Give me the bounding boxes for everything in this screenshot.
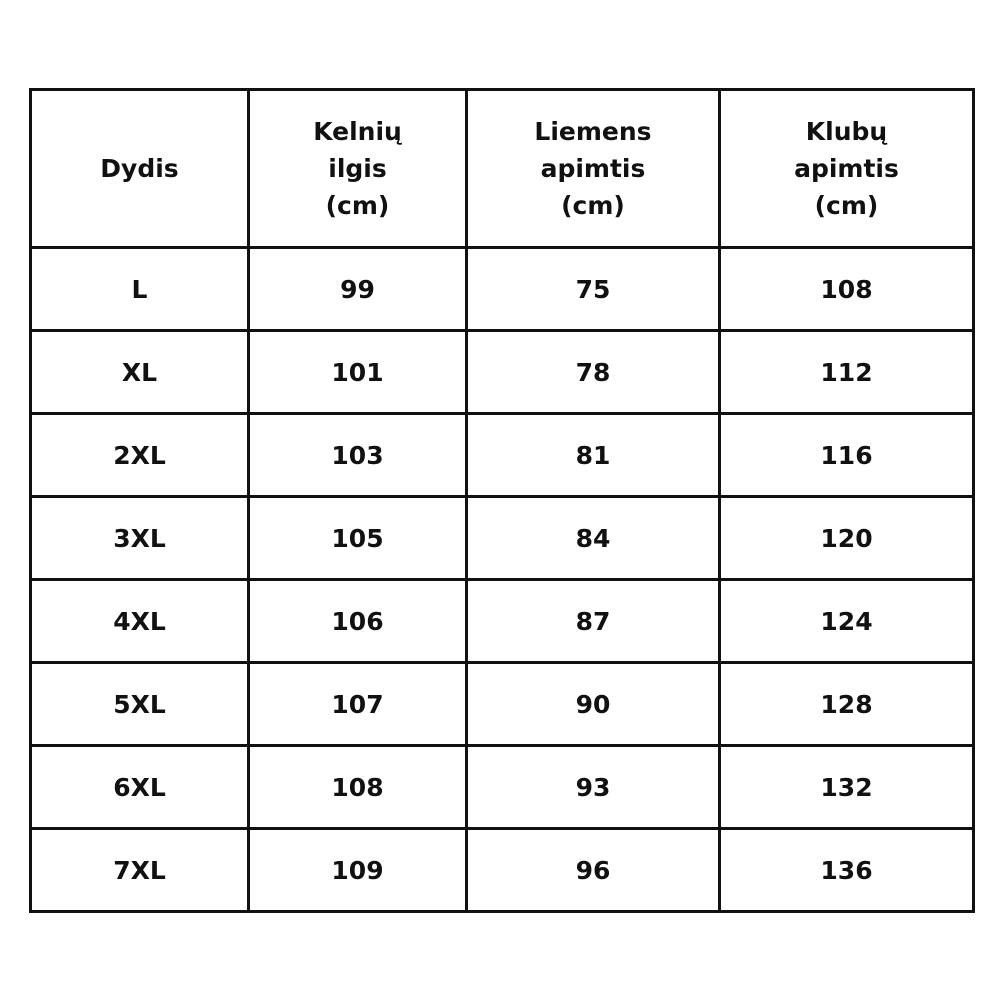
header-size bbox=[31, 90, 249, 248]
cell-hips: 124 bbox=[720, 580, 974, 663]
table-body bbox=[31, 248, 974, 912]
cell-hips: 128 bbox=[720, 663, 974, 746]
size-chart-table bbox=[29, 88, 975, 913]
header-row bbox=[31, 90, 974, 248]
cell-size: 7XL bbox=[31, 829, 249, 912]
cell-waist: 84 bbox=[467, 497, 720, 580]
table-row bbox=[31, 414, 974, 497]
header-hips-line-2: apimtis bbox=[794, 154, 899, 183]
cell-waist: 96 bbox=[467, 829, 720, 912]
table-row bbox=[31, 746, 974, 829]
cell-size: 6XL bbox=[31, 746, 249, 829]
cell-pants-length: 103 bbox=[249, 414, 467, 497]
table-header bbox=[31, 90, 974, 248]
table-row bbox=[31, 248, 974, 331]
header-pants-length bbox=[249, 90, 467, 248]
header-waist bbox=[467, 90, 720, 248]
cell-size: 2XL bbox=[31, 414, 249, 497]
table-row bbox=[31, 580, 974, 663]
cell-hips: 116 bbox=[720, 414, 974, 497]
cell-waist: 90 bbox=[467, 663, 720, 746]
header-hips-line-1: Klubų bbox=[805, 117, 888, 146]
cell-pants-length: 107 bbox=[249, 663, 467, 746]
cell-pants-length: 106 bbox=[249, 580, 467, 663]
header-size-label: Dydis bbox=[100, 154, 179, 183]
table-row bbox=[31, 663, 974, 746]
table-row bbox=[31, 497, 974, 580]
cell-waist: 81 bbox=[467, 414, 720, 497]
header-pants-length-line-2: ilgis bbox=[328, 154, 387, 183]
cell-hips: 132 bbox=[720, 746, 974, 829]
cell-size: XL bbox=[31, 331, 249, 414]
cell-hips: 120 bbox=[720, 497, 974, 580]
header-waist-line-1: Liemens bbox=[534, 117, 652, 146]
table-row bbox=[31, 331, 974, 414]
header-hips-line-3: (cm) bbox=[814, 191, 879, 220]
cell-size: 3XL bbox=[31, 497, 249, 580]
header-hips bbox=[720, 90, 974, 248]
cell-hips: 136 bbox=[720, 829, 974, 912]
cell-waist: 87 bbox=[467, 580, 720, 663]
table-row bbox=[31, 829, 974, 912]
cell-pants-length: 108 bbox=[249, 746, 467, 829]
cell-pants-length: 109 bbox=[249, 829, 467, 912]
header-waist-line-2: apimtis bbox=[540, 154, 646, 183]
cell-waist: 93 bbox=[467, 746, 720, 829]
cell-waist: 75 bbox=[467, 248, 720, 331]
header-pants-length-line-3: (cm) bbox=[325, 191, 390, 220]
cell-waist: 78 bbox=[467, 331, 720, 414]
cell-size: L bbox=[31, 248, 249, 331]
cell-size: 4XL bbox=[31, 580, 249, 663]
header-pants-length-line-1: Kelnių bbox=[313, 117, 402, 146]
cell-hips: 108 bbox=[720, 248, 974, 331]
cell-hips: 112 bbox=[720, 331, 974, 414]
cell-pants-length: 105 bbox=[249, 497, 467, 580]
cell-pants-length: 99 bbox=[249, 248, 467, 331]
cell-pants-length: 101 bbox=[249, 331, 467, 414]
cell-size: 5XL bbox=[31, 663, 249, 746]
header-waist-line-3: (cm) bbox=[561, 191, 625, 220]
